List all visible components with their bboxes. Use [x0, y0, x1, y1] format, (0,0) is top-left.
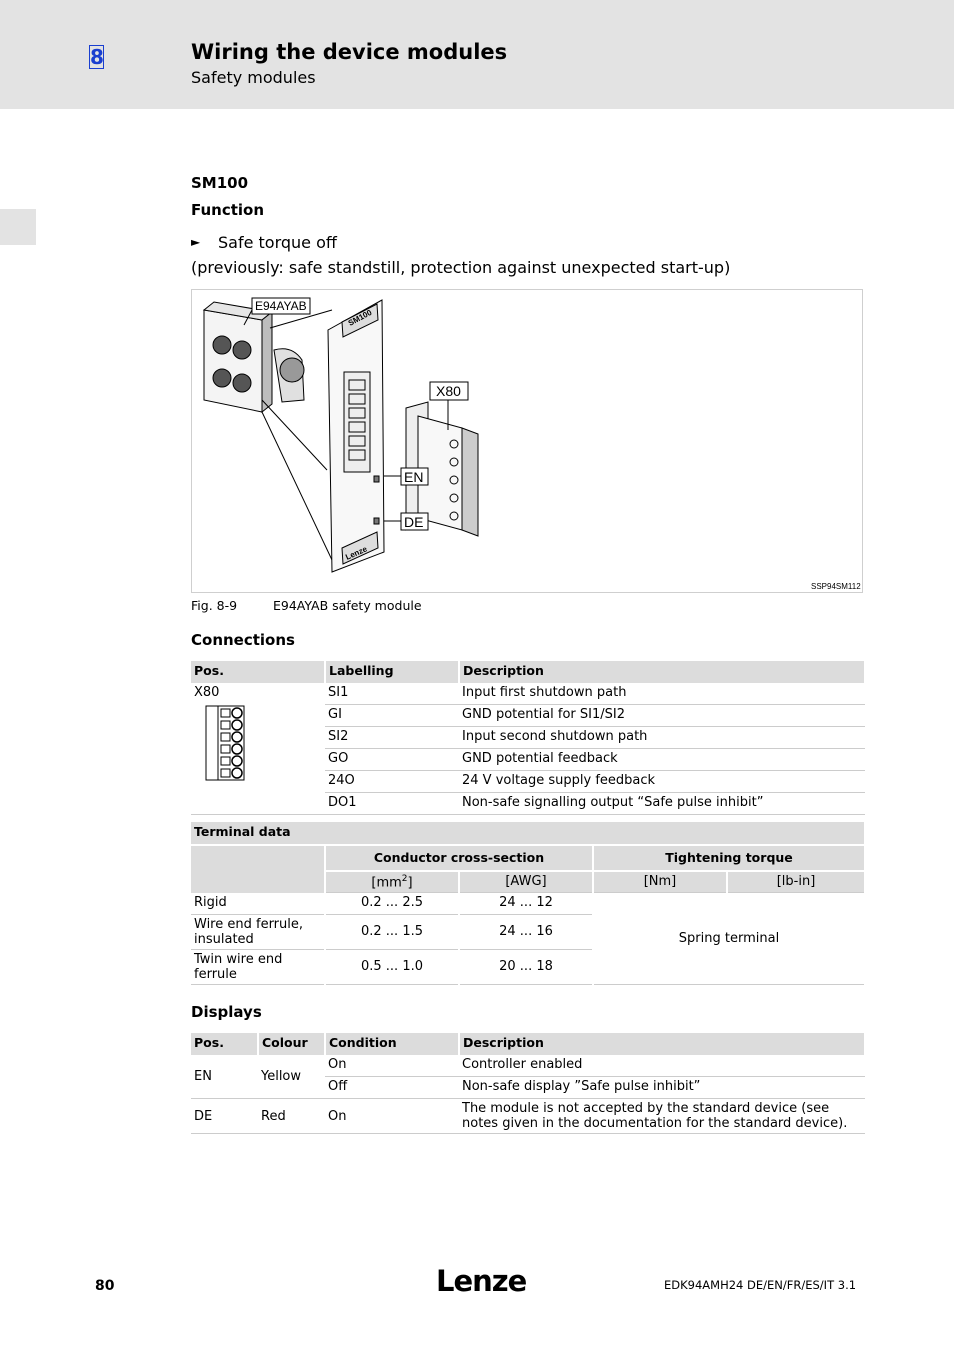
- description-cell: The module is not accepted by the standard device (see notes given in the documentation for the standard device).: [459, 1099, 865, 1134]
- pos-cell: [191, 683, 325, 815]
- unit-mm: $[mm^2]$: [325, 871, 459, 893]
- table-header-row: [191, 1033, 865, 1055]
- table-row: [191, 683, 865, 705]
- blank-header: [191, 845, 325, 893]
- side-tab: [0, 209, 36, 245]
- description-cell: 24 V voltage supply feedback: [459, 771, 865, 793]
- condition-cell: Off: [325, 1077, 459, 1099]
- labelling-cell: SI1: [325, 683, 459, 705]
- label-en: EN: [404, 469, 424, 485]
- plate-bottom-label: Lenze: [344, 544, 369, 562]
- condition-cell: On: [325, 1099, 459, 1134]
- col-condition: Condition: [325, 1033, 459, 1055]
- mm-value: 0.2 ... 1.5: [325, 914, 459, 949]
- page-header: [0, 0, 954, 109]
- colour-red: Red: [258, 1099, 325, 1134]
- document-id: EDK94AMH24 DE/EN/FR/ES/IT 3.1: [664, 1278, 857, 1292]
- labelling-cell: GO: [325, 749, 459, 771]
- description-cell: Non-safe display ”Safe pulse inhibit”: [459, 1077, 865, 1099]
- bullet-arrow-icon: ►: [191, 235, 201, 249]
- conductor-header: Conductor cross-section: [325, 845, 593, 871]
- col-pos: Pos.: [191, 661, 325, 683]
- labelling-cell: DO1: [325, 793, 459, 815]
- description-cell: Input first shutdown path: [459, 683, 865, 705]
- spring-terminal-cell: Spring terminal: [593, 893, 865, 985]
- page-number: 80: [95, 1278, 115, 1294]
- figure-caption: [191, 598, 422, 613]
- torque-header: Tightening torque: [593, 845, 865, 871]
- bullet-text-2: (previously: safe standstill, protection against unexpected start-up): [191, 258, 731, 277]
- description-cell: GND potential for SI1/SI2: [459, 705, 865, 727]
- unit-nm: [Nm]: [593, 871, 727, 893]
- lenze-logo: Lenze: [436, 1264, 527, 1298]
- module-illustration: [192, 290, 861, 591]
- awg-value: 24 ... 16: [459, 914, 593, 949]
- label-x80: X80: [436, 383, 461, 399]
- condition-cell: On: [325, 1055, 459, 1077]
- connections-heading: Connections: [191, 631, 295, 649]
- table-row: [191, 893, 865, 915]
- displays-heading: Displays: [191, 1003, 262, 1021]
- figure-code: SSP94SM112: [811, 582, 861, 591]
- description-cell: Controller enabled: [459, 1055, 865, 1077]
- plate-top-label: SM100: [346, 307, 374, 328]
- labelling-cell: GI: [325, 705, 459, 727]
- pos-en: EN: [191, 1055, 258, 1099]
- figure-box: [191, 289, 863, 593]
- awg-value: 20 ... 18: [459, 949, 593, 984]
- terminal-x80-icon: [202, 704, 248, 782]
- description-cell: Input second shutdown path: [459, 727, 865, 749]
- label-de: DE: [404, 514, 424, 530]
- colour-yellow: Yellow: [258, 1055, 325, 1099]
- description-cell: Non-safe signalling output “Safe pulse inhibit”: [459, 793, 865, 815]
- table-header-row: [191, 845, 865, 871]
- figure-number: Fig. 8-9: [191, 598, 238, 613]
- table-row: [191, 1099, 865, 1134]
- page-subtitle: Safety modules: [191, 68, 316, 87]
- label-device: E94AYAB: [255, 299, 307, 313]
- terminal-data-table: [191, 822, 866, 985]
- function-heading: Function: [191, 201, 265, 219]
- terminal-heading: Terminal data: [191, 822, 865, 845]
- connections-table: [191, 661, 866, 815]
- table-header-row: [191, 822, 865, 845]
- table-header-row: [191, 661, 865, 683]
- module-heading: SM100: [191, 174, 249, 192]
- col-labelling: Labelling: [325, 661, 459, 683]
- col-description: Description: [459, 661, 865, 683]
- chapter-number: 8: [90, 45, 104, 69]
- table-row: [191, 1055, 865, 1077]
- mm-value: 0.5 ... 1.0: [325, 949, 459, 984]
- unit-awg: [AWG]: [459, 871, 593, 893]
- col-pos: Pos.: [191, 1033, 258, 1055]
- conductor-type: Twin wire end ferrule: [191, 949, 325, 984]
- col-colour: Colour: [258, 1033, 325, 1055]
- conductor-type: Rigid: [191, 893, 325, 915]
- figure-caption-text: E94AYAB safety module: [273, 598, 422, 613]
- description-cell: GND potential feedback: [459, 749, 865, 771]
- pos-de: DE: [191, 1099, 258, 1134]
- unit-lbin: [lb-in]: [727, 871, 865, 893]
- labelling-cell: SI2: [325, 727, 459, 749]
- col-description: Description: [459, 1033, 865, 1055]
- conductor-type: Wire end ferrule, insulated: [191, 914, 325, 949]
- page-title: Wiring the device modules: [191, 40, 508, 64]
- bullet-text-1: Safe torque off: [218, 233, 337, 252]
- labelling-cell: 24O: [325, 771, 459, 793]
- awg-value: 24 ... 12: [459, 893, 593, 915]
- pos-x80: X80: [194, 685, 220, 700]
- mm-value: 0.2 ... 2.5: [325, 893, 459, 915]
- displays-table: [191, 1033, 866, 1134]
